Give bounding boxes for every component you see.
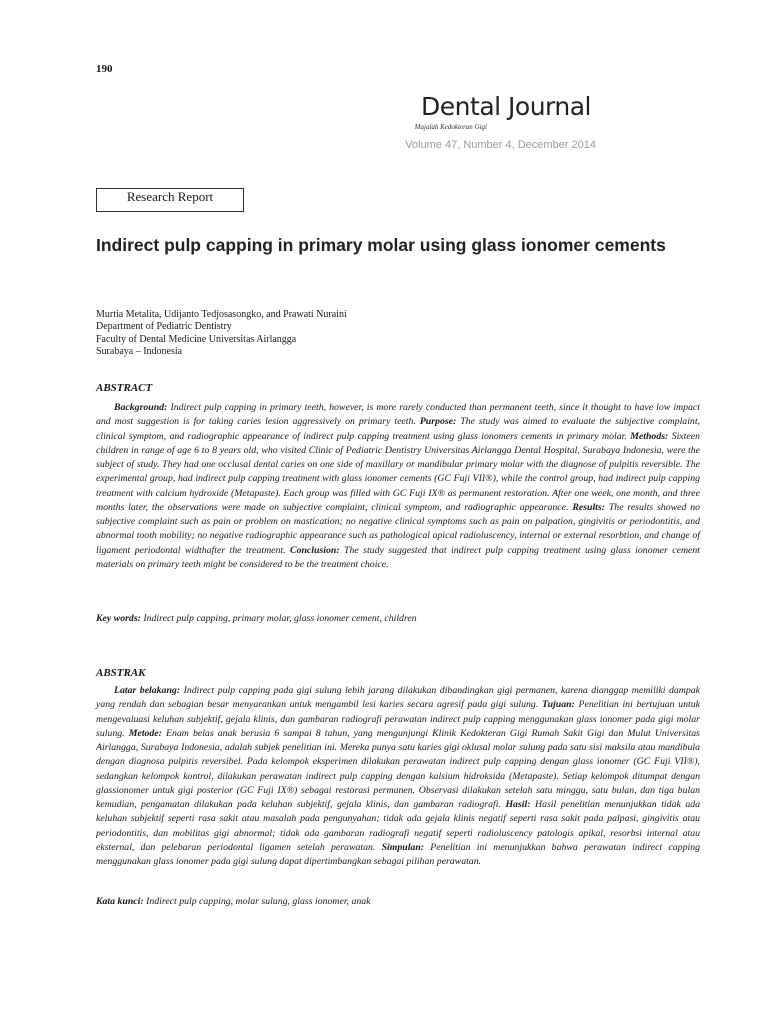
tujuan-label: Tujuan: [541,699,575,711]
methods-text: Sixteen children in range of age 6 to 8 years old, who visited Clinic of Pediatric Dentistry Universitas Airlangga Dental Hospital, Surabaya Indonesia, were the subject of study. They had one occlusal dental caries on one side of maxillary or mandibular primary molar with the diagnose of pulpitis reversible. The experimental group, had indirect pulp capping treatment with glass ionomer cements (GC Fuji VII®), while the control group, had indirect pulp capping treatment with calcium hydroxide (Metapaste). Each group was filled with GC Fuji IX® as permanent restoration. After one week, one month, and three months later, the observations were made on subjective complaint, clinical symptom, and radiographic appearance. [96,430,700,513]
article-type-label: Research Report [96,188,244,212]
metode-text: Enam belas anak berusia 6 sampai 8 tahun, yang mengunjungi Klinik Kedokteran Gigi Rumah Sakit Gigi dan Mulut Universitas Airlangga, Surabaya Indonesia, adalah subjek penelitian ini. Mereka punya satu karies gigi oklusal molar sulung pada satu sisi maksila atau mandibula dengan diagnosa pulpitis reversibel. Pada kelompok eksperimen dilakukan perawatan indirect pulp capping dengan glass ionomer (GC Fuji VII®), sedangkan kelompok kontrol, dilakukan perawatan indirect pulp capping dengan kalsium hidroksida (Metapaste). Setiap kelompok ditumpat dengan glassionomer untuk gigi posterior (GC Fuji IX®) sebagai restorasi permanen. Observasi dilakukan setelah satu minggu, satu bulan, dan tiga bulan kemudian, pengamatan dilakukan pada keluhan subjektif, gejala klinis, dan gambaran radiografi. [96,727,700,810]
abstract-body [96,401,700,572]
keywords-text: Indirect pulp capping, primary molar, glass ionomer cement, children [143,613,417,624]
purpose-label: Purpose: [419,416,457,428]
background-text: Indirect pulp capping in primary teeth, however, is more rarely conducted than permanent teeth, since it thought to have low impact and most suggestion is for taking caries lesion aggressively on primary teeth. [96,402,701,428]
kata-kunci-label: Kata kunci: [96,896,144,907]
latar-belakang-label: Latar belakang: [114,685,181,696]
conclusion-text: The study suggested that indirect pulp capping treatment using glass ionomer cement materials on primary teeth might be considered to be the treatment choice. [96,544,701,570]
author-names: Murtia Metalita, Udijanto Tedjosasongko, and Prawati Nuraini [96,309,347,320]
article-title: Indirect pulp capping in primary molar using glass ionomer cements [96,235,666,255]
affiliation-line: Surabaya – Indonesia [96,345,183,357]
keywords-line [96,613,417,624]
keywords-label: Key words: [96,613,141,624]
affiliation-line: Department of Pediatric Dentistry [96,321,232,333]
simpulan-label: Simpulan: [381,841,425,853]
abstrak-body [96,684,700,869]
metode-label: Metode: [128,727,162,739]
abstract-heading: ABSTRACT [96,382,153,394]
journal-volume-info: Volume 47, Number 4, December 2014 [405,139,596,151]
journal-subtitle: Majalah Kedokteran Gigi [414,123,487,131]
hasil-text: Hasil penelitian menunjukkan tidak ada keluhan subjektif seperti rasa sakit atau masalah pada pengunyahan; tidak ada gejala klinis negatif seperti rasa sakit pada palpasi, gingivitis atau periodontitis, dan mobilitas gigi abnormal; tidak ada gambaran radiografi negatif seperti radioluscency patologis apikal, resorbsi internal atau eksternal, dan pelebaran periodontal ligamen setelah perawatan. [96,799,701,853]
author-block [96,309,347,358]
latar-belakang-text: Indirect pulp capping pada gigi sulung lebih jarang dilakukan dibandingkan gigi permanen, karena dianggap memiliki dampak yang rendah dan sebagian besar menyarankan untuk mengambil lesi karies secara agresif pada gigi sulung. [96,685,701,711]
kata-kunci-text: Indirect pulp capping, molar sulung, glass ionomer, anak [146,896,371,907]
conclusion-label: Conclusion: [290,544,340,556]
tujuan-text: Penelitian ini bertujuan untuk mengevaluasi keluhan subjektif, gejala klinis, dan gambaran radiografi perawatan indirect pulp capping menggunakan glass ionomer pada gigi molar sulung. [96,699,701,739]
simpulan-text: Penelitian ini menunjukkan bahwa perawatan indirect capping menggunakan glass ionomer pada gigi sulung dapat dipertimbangkan sebagai pilihan perawatan. [96,841,700,867]
affiliation-line: Faculty of Dental Medicine Universitas Airlangga [96,333,297,345]
kata-kunci-line [96,896,371,907]
hasil-label: Hasil: [505,799,531,810]
abstrak-heading: ABSTRAK [96,667,146,679]
background-label: Background: [114,402,168,413]
results-text: The results showed no subjective complaint such as pain or problem on mastication; no negative clinical symptoms such as pain on palpation, gingivitis or periodontitis, and abnormal tooth mobility; no negative radiographic appearance such as pathological apical radioluscency, internal or external resorbtion, and change of ligament periodontal widthafter the treatment. [96,501,701,556]
purpose-text: The study was aimed to evaluate the subjective complaint, clinical symptom, and radiographic appearance of indirect pulp capping treatment using glass ionomers cements in primary molar. [96,416,700,442]
results-label: Results: [572,501,605,513]
journal-name: Dental Journal [421,92,591,121]
page-number: 190 [96,63,113,75]
methods-label: Methods: [630,430,669,442]
